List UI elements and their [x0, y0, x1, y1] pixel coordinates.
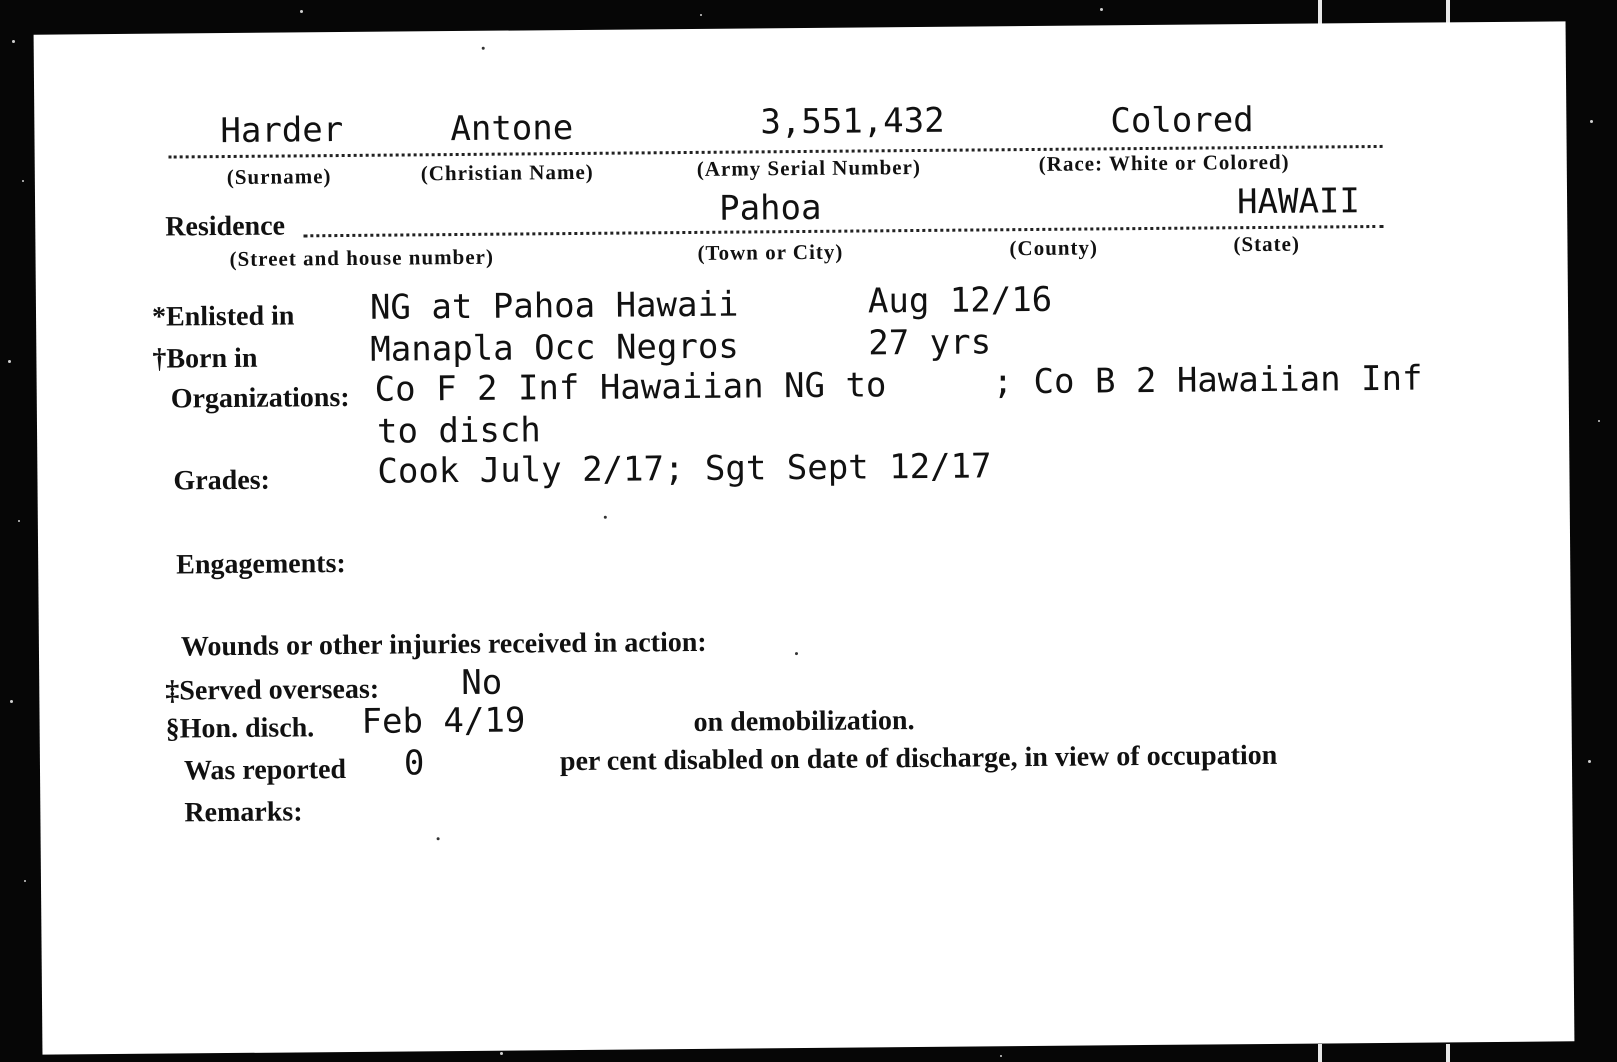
film-speck: [1588, 760, 1591, 763]
film-speck: [500, 1052, 503, 1055]
born-age-value: 27 yrs: [868, 322, 992, 364]
card-speck: [795, 652, 798, 655]
christian-name-label: (Christian Name): [420, 159, 594, 186]
service-record-card: [34, 21, 1575, 1054]
served-overseas-label: ‡Served overseas:: [165, 673, 380, 707]
enlisted-label: *Enlisted in: [151, 300, 295, 333]
enlisted-date-value: Aug 12/16: [867, 279, 1053, 322]
race-label: (Race: White or Colored): [1038, 149, 1290, 176]
film-speck: [10, 700, 13, 703]
county-label: (County): [1009, 235, 1099, 261]
enlisted-place-value: NG at Pahoa Hawaii: [369, 284, 739, 328]
hon-disch-label: §Hon. disch.: [165, 712, 315, 745]
surname-value: Harder: [220, 110, 344, 152]
film-speck: [22, 180, 24, 182]
christian-name-value: Antone: [450, 107, 574, 150]
card-speck: [482, 47, 485, 50]
percent-disabled-label: per cent disabled on date of discharge, in view of occupation: [559, 739, 1278, 778]
film-speck: [1000, 1055, 1002, 1057]
residence-dotted-line: [303, 225, 1383, 237]
film-speck: [24, 880, 26, 882]
race-value: Colored: [1110, 100, 1254, 142]
film-speck: [1590, 120, 1593, 123]
wounds-label: Wounds or other injuries received in action:: [180, 626, 707, 663]
film-speck: [1100, 8, 1103, 11]
film-edge-mark: [1446, 0, 1450, 24]
organizations-label: Organizations:: [170, 381, 350, 415]
born-label: †Born in: [152, 342, 258, 375]
film-speck: [700, 14, 702, 16]
engagements-label: Engagements:: [176, 548, 346, 581]
organizations-line2: to disch: [376, 410, 541, 452]
state-label: (State): [1233, 231, 1301, 257]
film-speck: [18, 520, 20, 522]
card-speck: [437, 837, 440, 840]
organizations-line1: Co F 2 Inf Hawaiian NG to: [374, 365, 887, 410]
serial-number-value: 3,551,432: [760, 100, 945, 143]
street-label: (Street and house number): [229, 244, 495, 272]
state-value: HAWAII: [1236, 181, 1361, 223]
hon-disch-date-value: Feb 4/19: [361, 700, 526, 742]
percent-disabled-value: 0: [403, 743, 425, 784]
film-speck: [1598, 420, 1600, 422]
grades-label: Grades:: [173, 464, 271, 497]
card-speck: [604, 516, 607, 519]
film-speck: [8, 360, 11, 363]
serial-number-label: (Army Serial Number): [696, 154, 921, 181]
residence-label: Residence: [165, 210, 286, 243]
on-demobilization-label: on demobilization.: [693, 705, 915, 738]
film-edge-mark: [1318, 0, 1322, 24]
served-overseas-value: No: [461, 662, 503, 703]
film-speck: [300, 10, 303, 13]
remarks-label: Remarks:: [184, 796, 303, 829]
film-edge-mark: [1446, 1044, 1450, 1062]
surname-label: (Surname): [226, 164, 332, 190]
was-reported-label: Was reported: [183, 754, 347, 787]
organizations-line1b: ; Co B 2 Hawaiian Inf: [992, 358, 1423, 403]
film-speck: [12, 40, 15, 43]
born-place-value: Manapla Occ Negros: [370, 326, 739, 370]
town-label: (Town or City): [697, 239, 844, 265]
film-edge-mark: [1318, 1044, 1322, 1062]
town-value: Pahoa: [718, 187, 822, 229]
grades-value: Cook July 2/17; Sgt Sept 12/17: [377, 446, 992, 492]
